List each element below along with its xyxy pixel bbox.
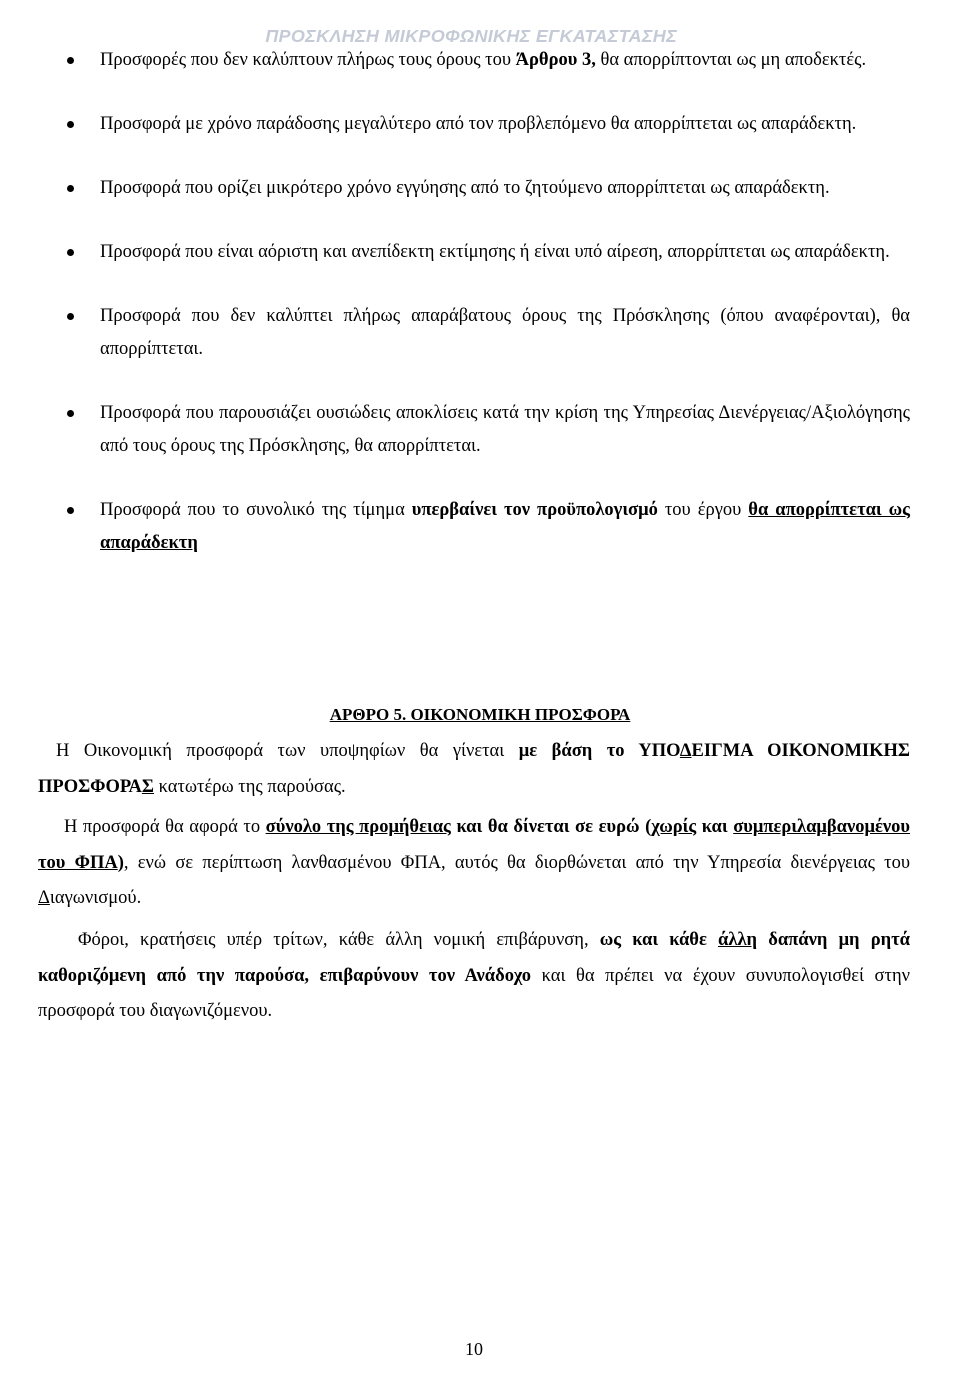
bold-text: δαπάνη μη ρητά καθοριζόμενη από την παρούσα, επιβαρύνουν τον Ανάδοχο bbox=[38, 930, 910, 986]
article-title: ΑΡΘΡΟ 5. ΟΙΚΟΝΟΜΙΚΗ ΠΡΟΣΦΟΡΑ bbox=[329, 705, 631, 724]
bold-text: Άρθρου 3, bbox=[515, 50, 596, 70]
list-item bbox=[0, 236, 960, 269]
list-item-text bbox=[100, 44, 910, 77]
bold-underlined-text: χωρίς bbox=[651, 817, 697, 837]
underlined-text: Δ bbox=[38, 888, 50, 908]
bullet-icon bbox=[67, 185, 74, 192]
article-paragraph-1 bbox=[38, 734, 910, 805]
list-item bbox=[0, 44, 960, 77]
list-item-text bbox=[100, 494, 910, 560]
text-span: Η Οικονομική προσφορά των υποψηφίων θα γίνεται bbox=[56, 741, 519, 761]
text-span: Φόροι, κρατήσεις υπέρ τρίτων, κάθε άλλη νομική επιβάρυνση, bbox=[78, 930, 600, 950]
bold-underlined-text: θα απορρίπτεται ως απαράδεκτη bbox=[100, 500, 910, 553]
bullet-icon bbox=[67, 57, 74, 64]
list-item bbox=[0, 300, 960, 366]
bullet-icon bbox=[67, 313, 74, 320]
list-item-text: Προσφορά με χρόνο παράδοσης μεγαλύτερο από τον προβλεπόμενο θα απορρίπτεται ως απαράδεκτη. bbox=[100, 114, 857, 134]
rejection-criteria-list bbox=[0, 44, 960, 560]
list-item-text: Προσφορά που παρουσιάζει ουσιώδεις αποκλίσεις κατά την κρίση της Υπηρεσίας Διενέργειας/Αξιολόγησης από τους όρους της Πρόσκλησης, θα απορρίπτεται. bbox=[100, 403, 910, 456]
bullet-icon bbox=[67, 121, 74, 128]
bold-underlined-text: σύνολο της προμήθειας bbox=[265, 817, 451, 837]
bold-text: και bbox=[696, 817, 734, 837]
text-span: , ενώ σε περίπτωση λανθασμένου ΦΠΑ, αυτός θα διορθώνεται από την Υπηρεσία διενέργειας του bbox=[123, 852, 911, 873]
bold-underlined-text: Σ bbox=[141, 776, 154, 797]
bullet-icon bbox=[67, 410, 74, 417]
text-span: κατωτέρω της παρούσας. bbox=[153, 776, 346, 797]
bold-text: υπερβαίνει τον προϋπολογισμό bbox=[411, 500, 658, 520]
bold-text: ΕΙΓΜΑ ΟΙΚΟΝΟΜΙΚΗΣ ΠΡΟΣΦΟΡΑ bbox=[38, 741, 910, 797]
document-header-title: ΠΡΟΣΚΛΗΣΗ ΜΙΚΡΟΦΩΝΙΚΗΣ ΕΓΚΑΤΑΣΤΑΣΗΣ bbox=[265, 26, 677, 46]
bold-underlined-text: άλλη bbox=[718, 930, 758, 950]
list-item-text: Προσφορά που δεν καλύπτει πλήρως απαράβατους όρους της Πρόσκλησης (όπου αναφέρονται), θα απορρίπτεται. bbox=[100, 306, 910, 359]
bold-underlined-text: Δ bbox=[679, 741, 692, 761]
text-span: ιαγωνισμού. bbox=[49, 888, 142, 908]
article-paragraph-2 bbox=[38, 810, 910, 917]
bold-text: ) bbox=[117, 852, 124, 873]
list-item-text: Προσφορά που ορίζει μικρότερο χρόνο εγγύησης από το ζητούμενο απορρίπτεται ως απαράδεκτη. bbox=[100, 178, 830, 198]
bullet-icon bbox=[67, 249, 74, 256]
text-span: του έργου bbox=[657, 500, 749, 520]
text-span: Η προσφορά θα αφορά το bbox=[64, 817, 266, 837]
bold-text: με βάση το ΥΠΟ bbox=[518, 741, 680, 761]
list-item bbox=[0, 494, 960, 560]
list-item bbox=[0, 397, 960, 463]
list-item bbox=[0, 108, 960, 141]
bold-underlined-text: συμπεριλαμβανομένου του ΦΠΑ bbox=[38, 817, 911, 873]
text-span: θα απορρίπτονται ως μη αποδεκτές. bbox=[595, 50, 867, 70]
text-span: και θα πρέπει να έχουν συνυπολογισθεί στην προσφορά του διαγωνιζόμενου. bbox=[38, 965, 910, 1021]
page-number: 10 bbox=[465, 1339, 483, 1359]
article-paragraph-3 bbox=[38, 923, 910, 1030]
text-span: Προσφορά που το συνολικό της τίμημα bbox=[100, 500, 412, 520]
bold-text: ως και κάθε bbox=[599, 930, 719, 950]
list-item bbox=[0, 172, 960, 205]
bullet-icon bbox=[67, 507, 74, 514]
bold-text: και θα δίνεται σε ευρώ ( bbox=[450, 817, 652, 837]
text-span: Προσφορές που δεν καλύπτουν πλήρως τους όρους του bbox=[100, 50, 516, 70]
list-item-text: Προσφορά που είναι αόριστη και ανεπίδεκτη εκτίμησης ή είναι υπό αίρεση, απορρίπτεται ως απαράδεκτη. bbox=[100, 242, 890, 262]
